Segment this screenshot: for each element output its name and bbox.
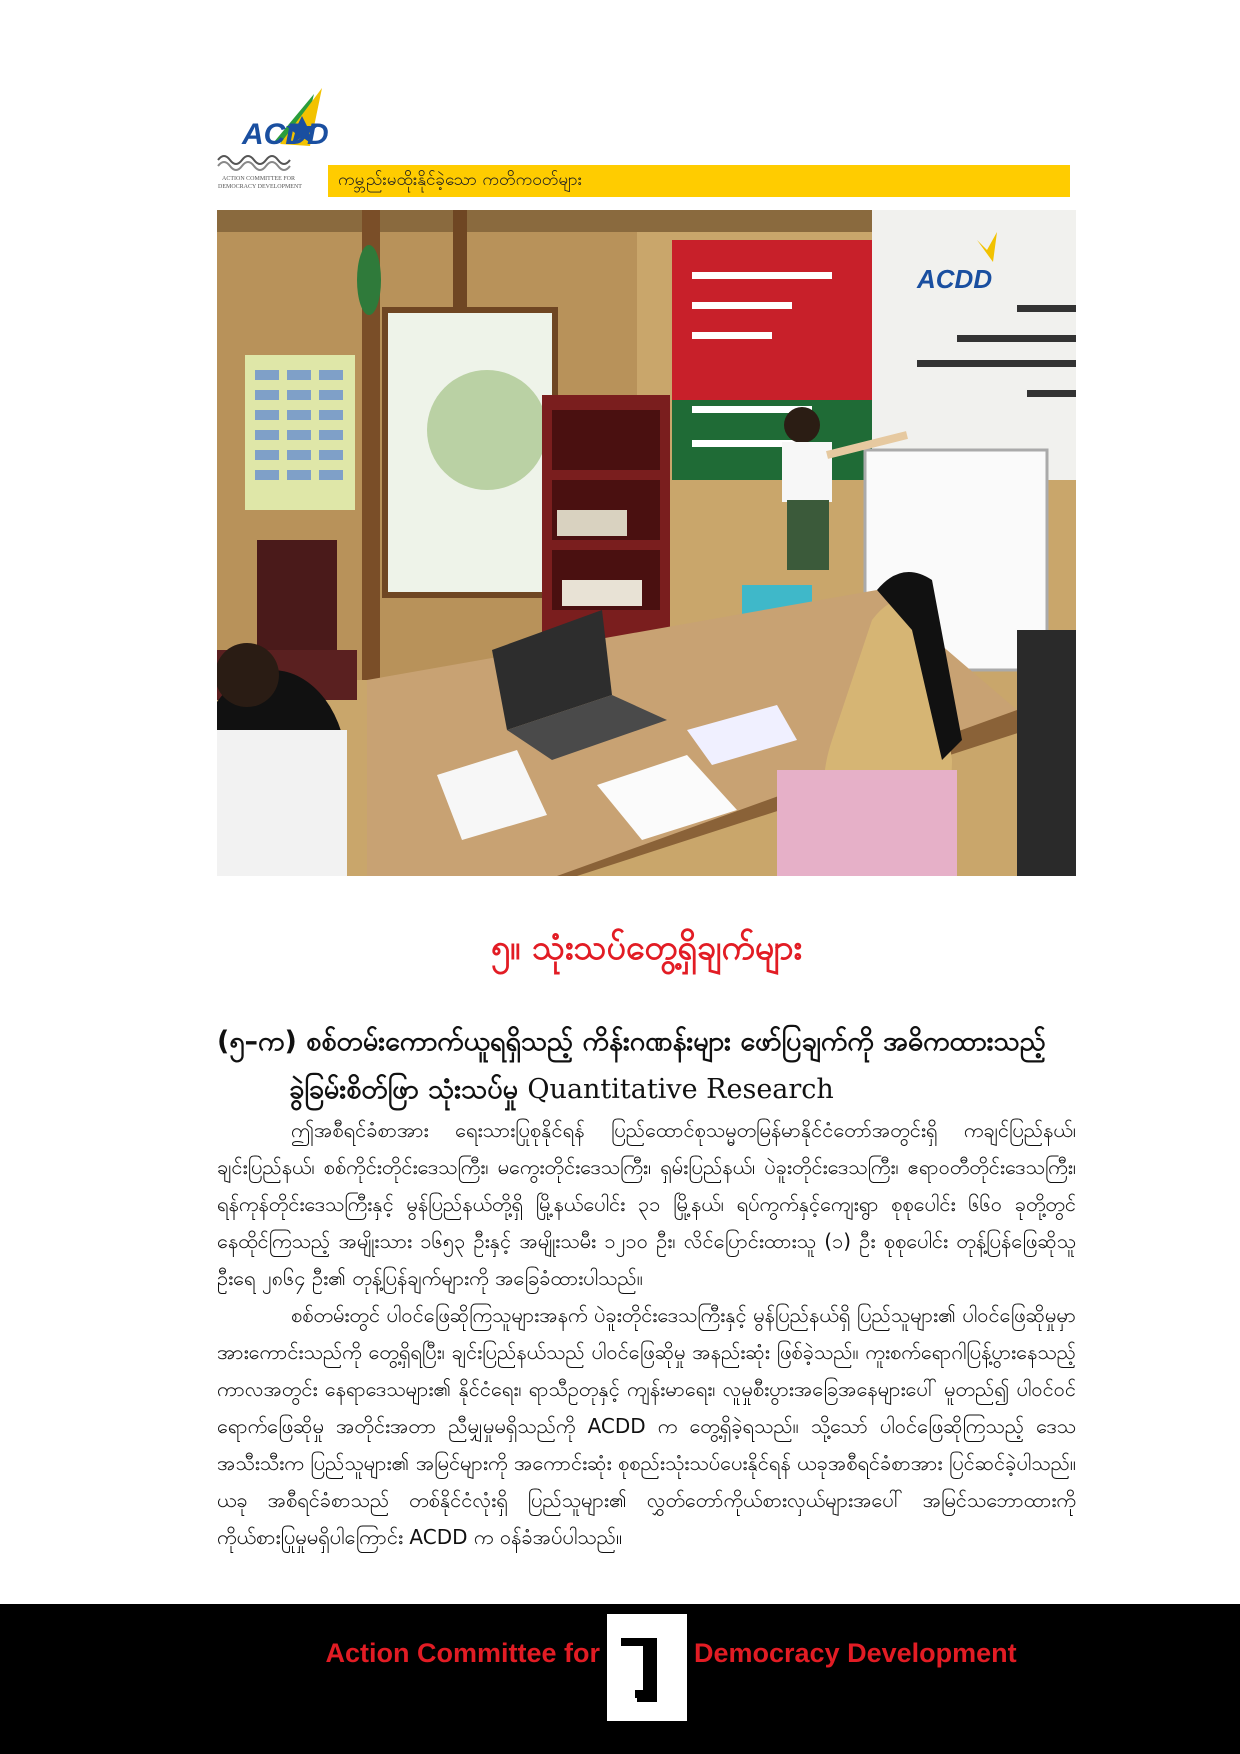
acdd-mark-icon [607,1614,687,1721]
header-bar-text: ကမ္ဘည်းမထိုးနိုင်ခဲ့သော ကတိကဝတ်များ [338,169,583,190]
footer-right-text: Democracy Development [694,1638,1017,1668]
sub-heading-line1: (၅–က) စစ်တမ်းကောက်ယူရရှိသည့် ကိန်းဂဏန်းများ ဖော်ပြချက်ကို အဓိကထားသည့် [217,1026,1046,1057]
acdd-logo [214,86,330,198]
paragraph-1: ဤအစီရင်ခံစာအား ရေးသားပြုစုနိုင်ရန် ပြည်ထောင်စုသမ္မတမြန်မာနိုင်ငံတော်အတွင်းရှိ ကချင်ပြည်နယ်၊ ချင်းပြည်နယ်၊ စစ်ကိုင်းတိုင်းဒေသကြီး၊ မကွေးတိုင်းဒေသကြီး၊ ရှမ်းပြည်နယ်၊ ပဲခူးတိုင်းဒေသကြီး၊ ဧရာဝတီတိုင်းဒေသကြီး၊ ရန်ကုန်တိုင်းဒေသကြီးနှင့် မွန်ပြည်နယ်တို့ရှိ မြို့နယ်ပေါင်း ၃၁ မြို့နယ်၊ ရပ်ကွက်နှင့်ကျေးရွာ စုစုပေါင်း ၆၆၀ ခုတို့တွင် နေထိုင်ကြသည့် အမျိုးသား ၁၆၅၃ ဦးနှင့် အမျိုးသမီး ၁၂၁၀ ဦး၊ လိင်ပြောင်းထားသူ (၁) ဦး စုစုပေါင်း တုန့်ပြန်ဖြေဆိုသူဦးရေ ၂၈၆၄ ဦး၏ တုန့်ပြန်ချက်များကို အခြေခံထားပါသည်။ [217,1118,1076,1290]
footer [0,1604,1240,1754]
svg-text:ACTION COMMITTEE FOR: ACTION COMMITTEE FOR [222,176,295,182]
sub-heading-line2-mm: ခွဲခြမ်းစိတ်ဖြာ သုံးသပ်မှု [289,1074,519,1105]
svg-text:DEMOCRACY DEVELOPMENT: DEMOCRACY DEVELOPMENT [218,184,302,190]
paragraph-2: စစ်တမ်းတွင် ပါဝင်ဖြေဆိုကြသူများအနက် ပဲခူးတိုင်းဒေသကြီးနှင့် မွန်ပြည်နယ်ရှိ ပြည်သူများ၏ ပါဝင်ဖြေဆိုမှုမှာ အားကောင်းသည်ကို တွေ့ရှိရပြီး၊ ချင်းပြည်နယ်သည် ပါဝင်ဖြေဆိုမှု အနည်းဆုံး ဖြစ်ခဲ့သည်။ ကူးစက်ရောဂါပြန့်ပွားနေသည့်ကာလအတွင်း နေရာဒေသများ၏ နိုင်ငံရေး၊ ရာသီဥတုနှင့် ကျန်းမာရေး၊ လူမှုစီးပွားအခြေအနေများပေါ် မူတည်၍ ပါဝင်ဝင်ရောက်ဖြေဆိုမှု အတိုင်းအတာ ညီမျှမှုမရှိသည်ကို ACDD က တွေ့ရှိခဲ့ရသည်။ သို့သော် ပါဝင်ဖြေဆိုကြသည့် ဒေသအသီးသီးက ပြည်သူများ၏ အမြင်များကို အကောင်းဆုံး စုစည်းသုံးသပ်ပေးနိုင်ရန် ယခုအစီရင်ခံစာအား ပြင်ဆင်ခဲ့ပါသည်။ ယခု အစီရင်ခံစာသည် တစ်နိုင်ငံလုံးရှိ ပြည်သူများ၏ လွှတ်တော်ကိုယ်စားလှယ်များအပေါ် အမြင်သဘောထားကို ကိုယ်စားပြုမှုမရှိပါကြောင်း ACDD က ဝန်ခံအပ်ပါသည်။ [217,1303,1076,1549]
svg-text:ACDD: ACDD [242,118,329,151]
section-heading: ၅။ သုံးသပ်တွေ့ရှိချက်များ [490,928,803,968]
header-bar [328,165,1070,197]
banner-logo-text: ACDD [917,264,993,294]
sub-heading-line2-en: Quantitative Research [527,1074,834,1105]
sub-heading-line2 [217,1066,1076,1114]
body-text [217,1112,1076,1556]
classroom-photo [217,210,1076,876]
sub-heading [217,1018,1076,1114]
footer-left-text: Action Committee for [325,1638,600,1668]
